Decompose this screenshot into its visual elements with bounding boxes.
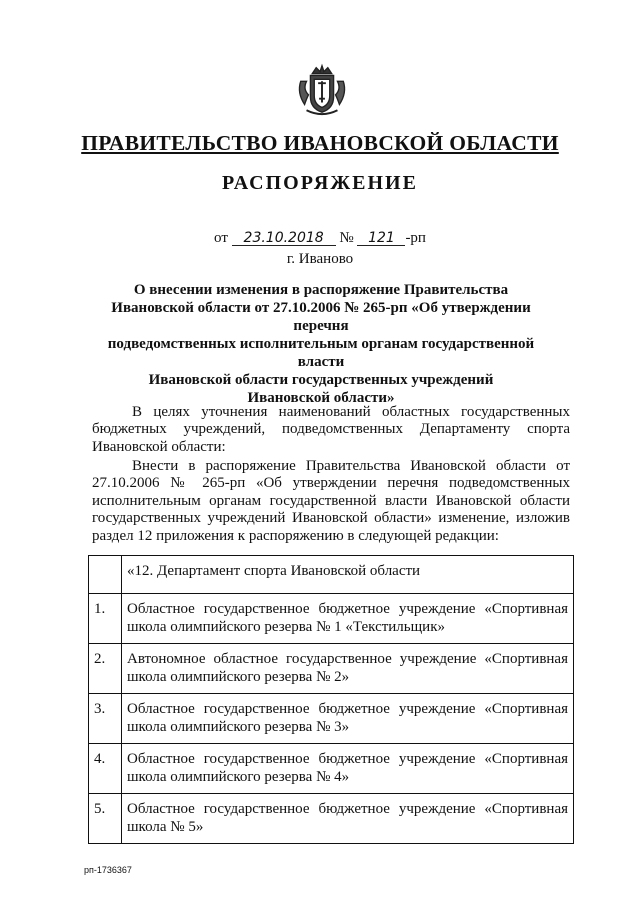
document-date: 23.10.2018 <box>232 231 336 246</box>
paragraph-line: 27.10.2006 № 265-рп «Об утверждении перечня подведомственных <box>92 475 570 492</box>
row-number: 3. <box>89 694 122 744</box>
heading-line: Ивановской области от 27.10.2006 № 265-рп «Об утверждении перечня <box>111 300 531 334</box>
paragraph-line: Внести в распоряжение Правительства Ивановской области от <box>132 458 570 474</box>
paragraph-line: бюджетных учреждений, подведомственных Департаменту спорта <box>92 421 570 438</box>
government-title: ПРАВИТЕЛЬСТВО ИВАНОВСКОЙ ОБЛАСТИ <box>81 131 559 155</box>
paragraph-line: раздел 12 приложения к распоряжению в следующей редакции: <box>92 527 499 544</box>
body-paragraph-2 <box>92 458 570 545</box>
institution-name <box>122 644 574 694</box>
institution-line: школа олимпийского резерва № 1 «Текстильщик» <box>127 619 445 635</box>
body-paragraph-1 <box>92 404 570 456</box>
coat-of-arms-icon <box>293 60 351 118</box>
date-number-line <box>0 230 640 247</box>
table-cell <box>89 556 122 594</box>
row-number: 4. <box>89 744 122 794</box>
institution-line: Областное государственное бюджетное учреждение «Спортивная <box>127 751 568 767</box>
table-row <box>89 794 574 844</box>
document-type: РАСПОРЯЖЕНИЕ <box>222 172 418 194</box>
institution-line: Областное государственное бюджетное учреждение «Спортивная <box>127 801 568 817</box>
heading-line: Ивановской области» <box>247 390 395 406</box>
document-heading <box>90 281 552 407</box>
paragraph-line: В целях уточнения наименований областных государственных <box>132 404 570 420</box>
institution-name <box>122 594 574 644</box>
paragraph-line: государственных учреждений Ивановской области» изменение, изложив <box>92 510 570 527</box>
number-suffix: -рп <box>405 230 426 246</box>
heading-line: подведомственных исполнительным органам государственной власти <box>107 336 535 370</box>
institution-name <box>122 744 574 794</box>
institution-line: Областное государственное бюджетное учреждение «Спортивная <box>127 701 568 717</box>
city: г. Иваново <box>286 251 354 267</box>
row-number: 5. <box>89 794 122 844</box>
section-title: «12. Департамент спорта Ивановской области <box>122 556 574 594</box>
institution-line: школа № 5» <box>127 819 204 835</box>
institution-name <box>122 794 574 844</box>
document-code: рп-1736367 <box>84 865 132 875</box>
row-number: 2. <box>89 644 122 694</box>
row-number: 1. <box>89 594 122 644</box>
heading-line: О внесении изменения в распоряжение Правительства <box>133 282 509 298</box>
number-sign: № <box>339 230 354 246</box>
institution-line: школа олимпийского резерва № 4» <box>127 769 350 785</box>
paragraph-line: исполнительным органам государственной власти Ивановской области <box>92 492 570 509</box>
appendix-table <box>88 555 574 844</box>
paragraph-line: Ивановской области: <box>92 438 226 455</box>
document-number: 121 <box>357 231 405 246</box>
date-prefix: от <box>214 230 228 246</box>
institution-line: школа олимпийского резерва № 3» <box>127 719 350 735</box>
table-row <box>89 594 574 644</box>
institution-line: Автономное областное государственное учреждение «Спортивная <box>127 651 568 667</box>
heading-line: Ивановской области государственных учреждений <box>148 372 494 388</box>
table-row <box>89 694 574 744</box>
table-row <box>89 644 574 694</box>
institution-line: Областное государственное бюджетное учреждение «Спортивная <box>127 601 568 617</box>
institution-name <box>122 694 574 744</box>
table-row <box>89 744 574 794</box>
table-header-row <box>89 556 574 594</box>
institution-line: школа олимпийского резерва № 2» <box>127 669 350 685</box>
